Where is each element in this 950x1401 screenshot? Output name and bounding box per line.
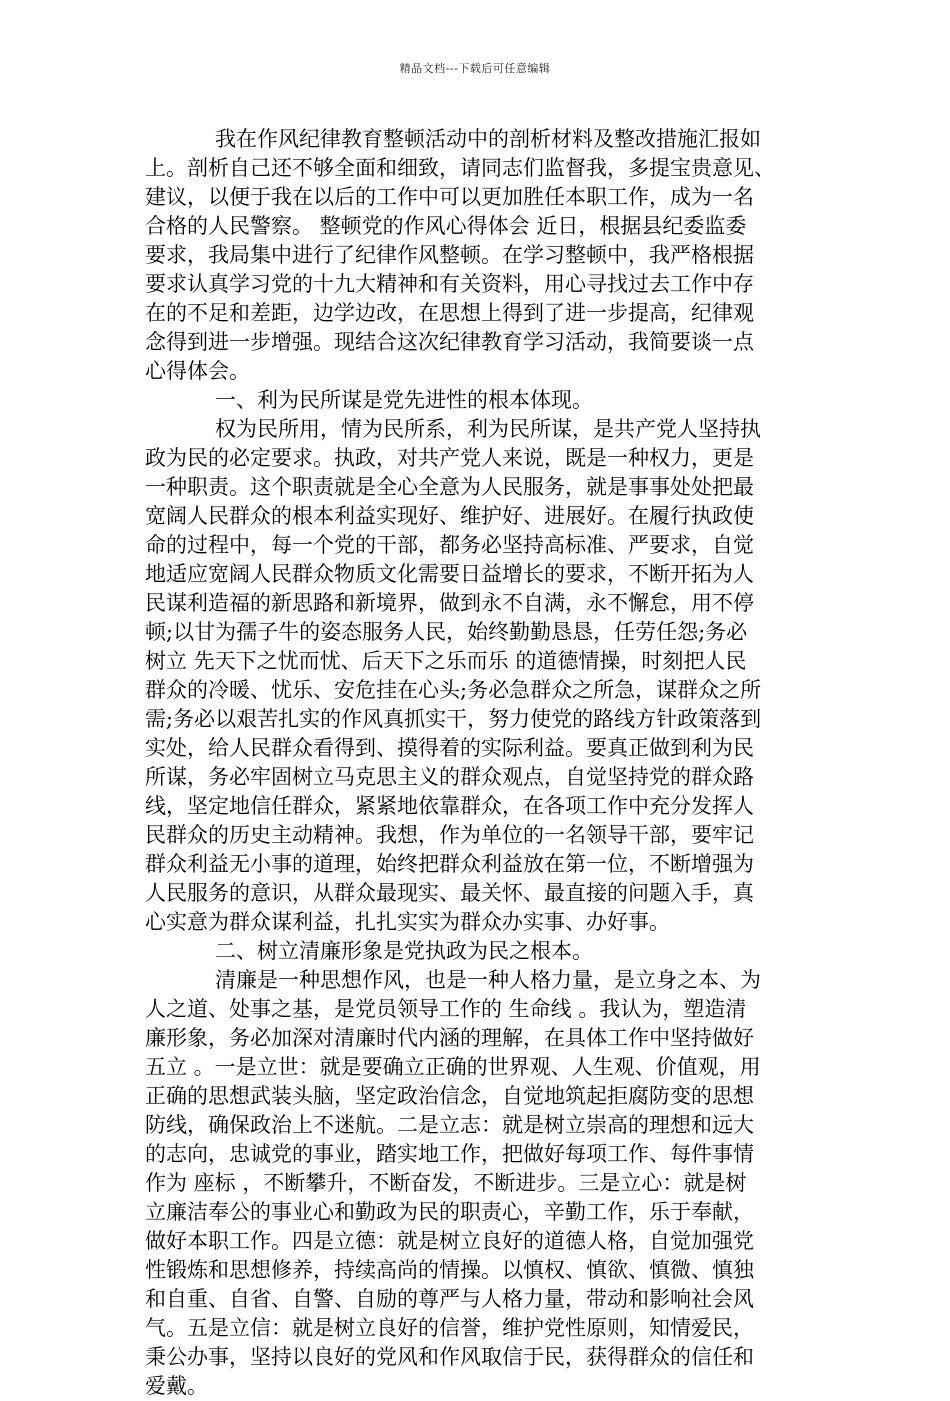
- paragraph-line: 要求，我局集中进行了纪律作风整顿。在学习整顿中，我严格根据: [145, 243, 754, 267]
- paragraph-line: 性锻炼和思想修养，持续高尚的情操。以慎权、慎欲、慎微、慎独: [145, 1258, 754, 1282]
- paragraph-line: 廉形象，务必加深对清廉时代内涵的理解，在具体工作中坚持做好: [145, 1026, 754, 1050]
- paragraph-line: 人民服务的意识，从群众最现实、最关怀、最直接的问题入手，真: [145, 881, 754, 905]
- paragraph-line: 一种职责。这个职责就是全心全意为人民服务，就是事事处处把最: [145, 475, 754, 499]
- paragraph-line: 建议，以便于我在以后的工作中可以更加胜任本职工作，成为一名: [145, 185, 754, 209]
- paragraph-line: 正确的思想武装头脑，坚定政治信念，自觉地筑起拒腐防变的思想: [145, 1084, 754, 1108]
- paragraph-line: 需;务必以艰苦扎实的作风真抓实干，努力使党的路线方针政策落到: [145, 707, 762, 731]
- paragraph-line: 做好本职工作。四是立德：就是树立良好的道德人格，自觉加强党: [145, 1229, 754, 1253]
- paragraph-line: 实处，给人民群众看得到、摸得着的实际利益。要真正做到利为民: [145, 736, 754, 760]
- paragraph-line: 合格的人民警察。 整顿党的作风心得体会 近日，根据县纪委监委: [145, 214, 747, 238]
- paragraph-start-line: 权为民所用，情为民所系，利为民所谋，是共产党人坚持执: [215, 417, 761, 441]
- paragraph-start-line: 我在作风纪律教育整顿活动中的剖析材料及整改措施汇报如: [215, 127, 761, 151]
- paragraph-line: 作为 座标 ，不断攀升，不断奋发，不断进步。三是立心：就是树: [145, 1171, 747, 1195]
- paragraph-line: 群众的冷暖、忧乐、安危挂在心头;务必急群众之所急，谋群众之所: [145, 678, 762, 702]
- paragraph-line: 念得到进一步增强。现结合这次纪律教育学习活动，我简要谈一点: [145, 330, 754, 354]
- paragraph-line: 树立 先天下之忧而忧、后天下之乐而乐 的道德情操，时刻把人民: [145, 649, 747, 673]
- paragraph-line: 民群众的历史主动精神。我想，作为单位的一名领导干部，要牢记: [145, 823, 754, 847]
- paragraph-line: 气。五是立信：就是树立良好的信誉，维护党性原则，知情爱民，: [145, 1316, 754, 1340]
- paragraph-line: 宽阔人民群众的根本利益实现好、维护好、进展好。在履行执政使: [145, 504, 754, 528]
- page-header: 精品文档---下载后可任意编辑: [399, 62, 551, 75]
- paragraph-line: 立廉洁奉公的事业心和勤政为民的职责心，辛勤工作，乐于奉献，: [145, 1200, 754, 1224]
- paragraph-line: 地适应宽阔人民群众物质文化需要日益增长的要求，不断开拓为人: [145, 562, 754, 586]
- paragraph-line: 顿;以甘为孺子牛的姿态服务人民，始终勤勤恳恳，任劳任怨;务必: [145, 620, 748, 644]
- paragraph-line: 心实意为群众谋利益，扎扎实实为群众办实事、办好事。: [145, 910, 670, 934]
- paragraph-start-line: 二、树立清廉形象是党执政为民之根本。: [215, 939, 593, 963]
- paragraph-line: 心得体会。: [145, 359, 250, 383]
- paragraph-start-line: 一、利为民所谋是党先进性的根本体现。: [215, 388, 593, 412]
- paragraph-line: 政为民的必定要求。执政，对共产党人来说，既是一种权力，更是: [145, 446, 754, 470]
- paragraph-line: 民谋利造福的新思路和新境界，做到永不自满，永不懈怠，用不停: [145, 591, 754, 615]
- paragraph-line: 爱戴。: [145, 1374, 208, 1398]
- paragraph-line: 秉公办事，坚持以良好的党风和作风取信于民，获得群众的信任和: [145, 1345, 754, 1369]
- paragraph-line: 人之道、处事之基，是党员领导工作的 生命线 。我认为，塑造清: [145, 997, 747, 1021]
- paragraph-line: 五立 。一是立世：就是要确立正确的世界观、人生观、价值观，用: [145, 1055, 761, 1079]
- paragraph-line: 要求认真学习党的十九大精神和有关资料，用心寻找过去工作中存: [145, 272, 754, 296]
- paragraph-line: 所谋，务必牢固树立马克思主义的群众观点，自觉坚持党的群众路: [145, 765, 754, 789]
- paragraph-line: 命的过程中，每一个党的干部，都务必坚持高标准、严要求，自觉: [145, 533, 754, 557]
- paragraph-line: 线，坚定地信任群众，紧紧地依靠群众，在各项工作中充分发挥人: [145, 794, 754, 818]
- paragraph-line: 上。剖析自己还不够全面和细致，请同志们监督我，多提宝贵意见、: [145, 156, 775, 180]
- paragraph-line: 防线，确保政治上不迷航。二是立志：就是树立崇高的理想和远大: [145, 1113, 754, 1137]
- document-body: [145, 125, 815, 1401]
- paragraph-line: 和自重、自省、自警、自励的尊严与人格力量，带动和影响社会风: [145, 1287, 754, 1311]
- paragraph-line: 的志向，忠诚党的事业，踏实地工作，把做好每项工作、每件事情: [145, 1142, 754, 1166]
- paragraph-line: 群众利益无小事的道理，始终把群众利益放在第一位，不断增强为: [145, 852, 754, 876]
- paragraph-line: 在的不足和差距，边学边改，在思想上得到了进一步提高，纪律观: [145, 301, 754, 325]
- paragraph-start-line: 清廉是一种思想作风，也是一种人格力量，是立身之本、为: [215, 968, 761, 992]
